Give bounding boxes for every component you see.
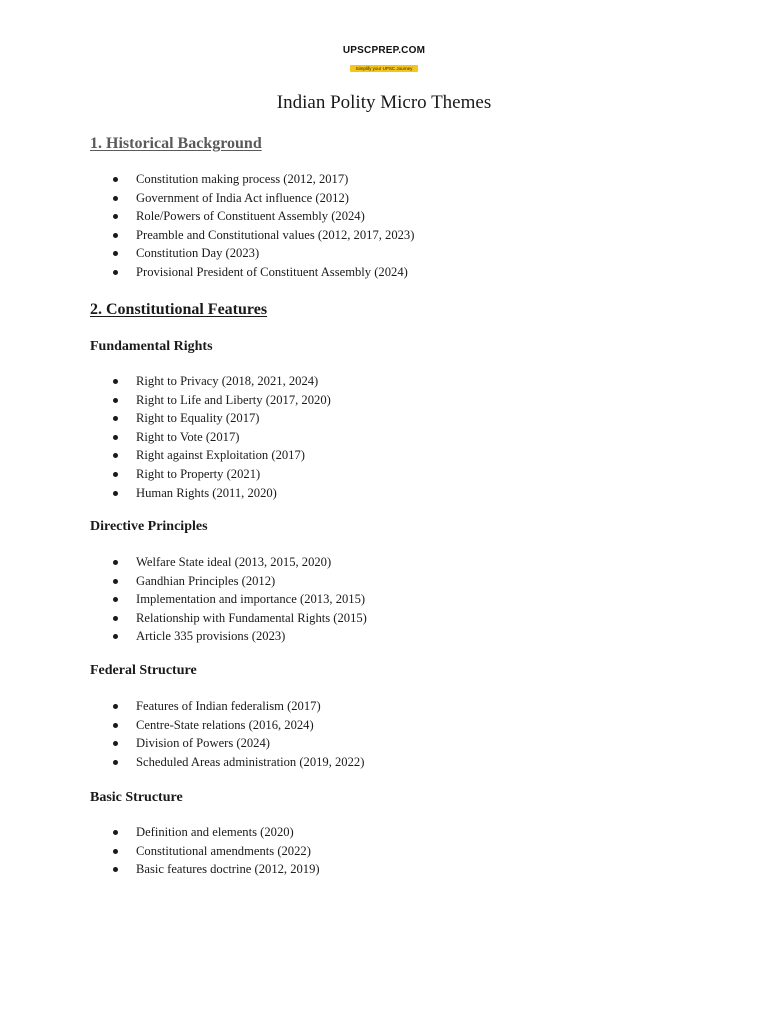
- subheading-fundamental-rights: Fundamental Rights: [90, 339, 213, 354]
- bullet-icon: [113, 849, 118, 854]
- bullet-icon: [113, 830, 118, 835]
- fundamental-rights-list: [110, 372, 331, 502]
- document-title: Indian Polity Micro Themes: [276, 92, 492, 113]
- basic-structure-list: [110, 823, 320, 879]
- list-item-text: Role/Powers of Constituent Assembly (2024): [136, 209, 365, 224]
- bullet-icon: [113, 723, 118, 728]
- list-item: [110, 244, 414, 263]
- list-item-text: Preamble and Constitutional values (2012, 2017, 2023): [136, 227, 415, 242]
- bullet-icon: [113, 616, 118, 621]
- list-item: [110, 484, 331, 503]
- bullet-icon: [113, 177, 118, 182]
- list-item: [110, 823, 320, 842]
- list-item-text: Basic features doctrine (2012, 2019): [136, 862, 320, 877]
- bullet-icon: [113, 453, 118, 458]
- list-item: [110, 734, 364, 753]
- list-item: [110, 446, 331, 465]
- list-item-text: Right to Life and Liberty (2017, 2020): [136, 392, 331, 407]
- bullet-icon: [113, 634, 118, 639]
- list-item: [110, 170, 414, 189]
- list-item: [110, 428, 331, 447]
- bullet-icon: [113, 270, 118, 275]
- list-item-text: Centre-State relations (2016, 2024): [136, 717, 314, 732]
- list-item: [110, 391, 331, 410]
- bullet-icon: [113, 741, 118, 746]
- list-item-text: Right against Exploitation (2017): [136, 448, 305, 463]
- list-item: [110, 189, 414, 208]
- directive-principles-list: [110, 553, 367, 646]
- bullet-icon: [113, 760, 118, 765]
- list-item-text: Human Rights (2011, 2020): [136, 485, 277, 500]
- bullet-icon: [113, 579, 118, 584]
- list-item: [110, 409, 331, 428]
- list-item: [110, 627, 367, 646]
- list-item: [110, 590, 367, 609]
- list-item: [110, 753, 364, 772]
- list-item-text: Provisional President of Constituent Assembly (2024): [136, 264, 408, 279]
- list-item: [110, 572, 367, 591]
- bullet-icon: [113, 251, 118, 256]
- list-item-text: Constitution making process (2012, 2017): [136, 172, 349, 186]
- list-item: [110, 553, 367, 572]
- bullet-icon: [113, 214, 118, 219]
- brand-logo: [0, 45, 768, 75]
- list-item-text: Constitutional amendments (2022): [136, 843, 311, 858]
- list-item-text: Definition and elements (2020): [136, 825, 294, 839]
- list-item: [110, 860, 320, 879]
- subheading-basic-structure: Basic Structure: [90, 790, 183, 805]
- list-item-text: Features of Indian federalism (2017): [136, 699, 321, 713]
- bullet-icon: [113, 233, 118, 238]
- list-item-text: Article 335 provisions (2023): [136, 629, 286, 644]
- list-item-text: Welfare State ideal (2013, 2015, 2020): [136, 555, 332, 569]
- subheading-federal-structure: Federal Structure: [90, 663, 197, 678]
- bullet-icon: [113, 398, 118, 403]
- list-item: [110, 207, 414, 226]
- list-item: [110, 465, 331, 484]
- logo-text: UPSCPREP.COM: [342, 45, 426, 56]
- list-item-text: Right to Equality (2017): [136, 411, 260, 426]
- list-item: [110, 226, 414, 245]
- bullet-icon: [113, 597, 118, 602]
- list-item-text: Right to Vote (2017): [136, 429, 240, 444]
- historical-background-list: [110, 170, 414, 282]
- federal-structure-list: [110, 697, 364, 771]
- list-item-text: Division of Powers (2024): [136, 736, 270, 751]
- bullet-icon: [113, 560, 118, 565]
- list-item: [110, 842, 320, 861]
- bullet-icon: [113, 379, 118, 384]
- list-item-text: Right to Property (2021): [136, 466, 261, 481]
- list-item-text: Gandhian Principles (2012): [136, 573, 276, 588]
- list-item-text: Relationship with Fundamental Rights (2015): [136, 610, 367, 625]
- list-item-text: Scheduled Areas administration (2019, 2022): [136, 754, 365, 769]
- list-item-text: Constitution Day (2023): [136, 246, 260, 261]
- list-item: [110, 372, 331, 391]
- bullet-icon: [113, 491, 118, 496]
- subheading-directive-principles: Directive Principles: [90, 519, 208, 534]
- section-heading-constitutional-features: 2. Constitutional Features: [90, 301, 268, 318]
- bullet-icon: [113, 867, 118, 872]
- list-item: [110, 609, 367, 628]
- bullet-icon: [113, 472, 118, 477]
- logo-tagline: Simplify your UPSC Journey: [350, 65, 419, 72]
- section-heading-historical-background: 1. Historical Background: [90, 135, 262, 152]
- list-item-text: Government of India Act influence (2012): [136, 190, 349, 205]
- list-item: [110, 263, 414, 282]
- bullet-icon: [113, 435, 118, 440]
- list-item-text: Implementation and importance (2013, 2015): [136, 592, 366, 607]
- bullet-icon: [113, 196, 118, 201]
- bullet-icon: [113, 416, 118, 421]
- list-item-text: Right to Privacy (2018, 2021, 2024): [136, 374, 319, 388]
- list-item: [110, 697, 364, 716]
- bullet-icon: [113, 704, 118, 709]
- list-item: [110, 716, 364, 735]
